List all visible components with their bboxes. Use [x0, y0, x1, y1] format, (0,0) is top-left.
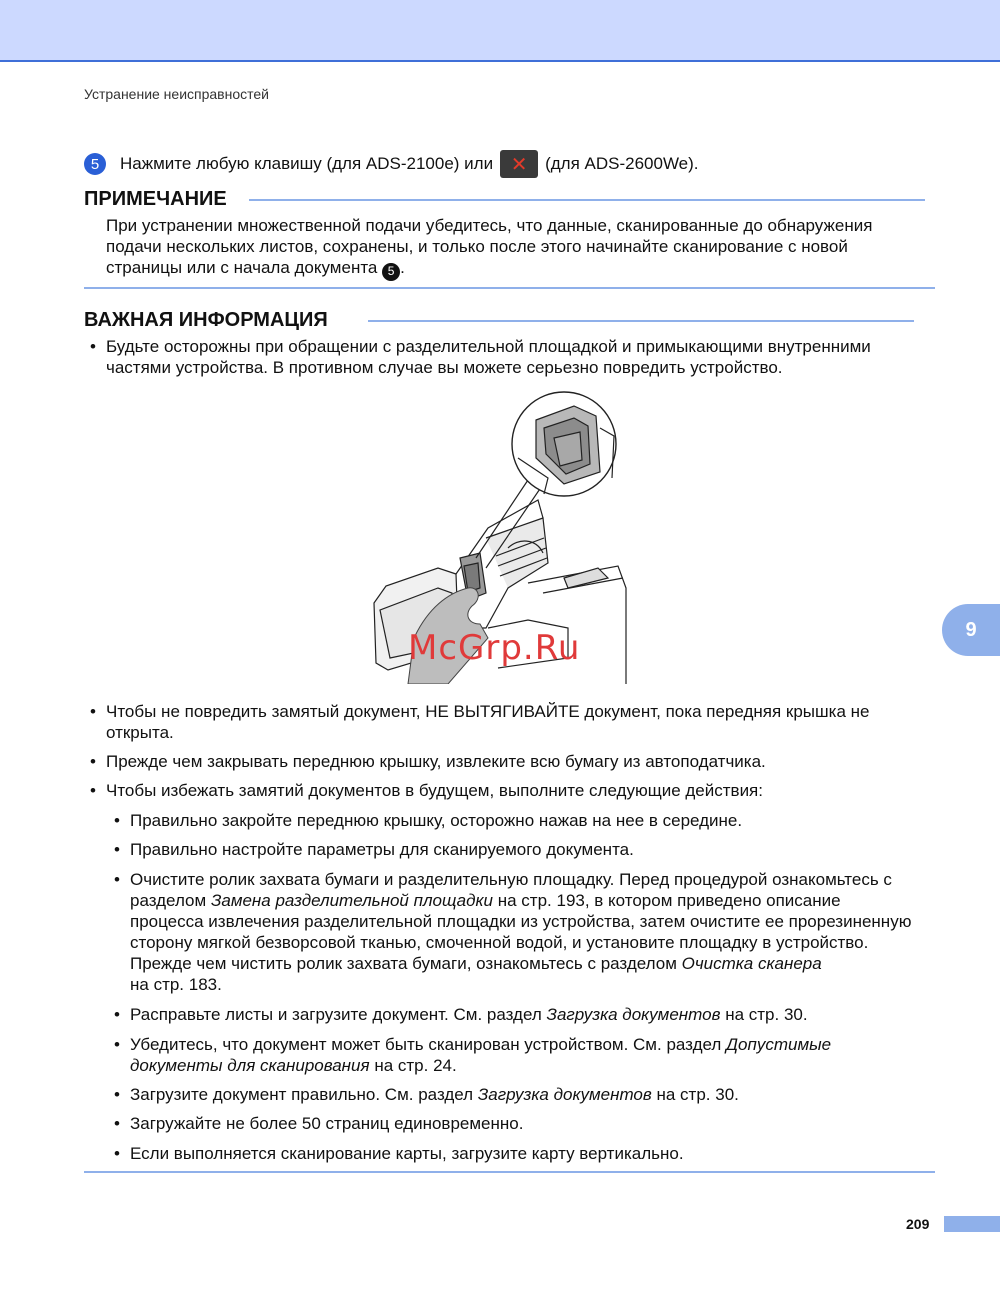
- chapter-tab: 9: [942, 604, 1000, 656]
- important-heading-row: [84, 309, 914, 332]
- bullet-1: [90, 336, 871, 378]
- page-number-bar: [944, 1216, 1000, 1232]
- important-heading: ВАЖНАЯ ИНФОРМАЦИЯ: [84, 309, 328, 331]
- bullet-dot: •: [114, 1085, 120, 1104]
- sub-bullet-2: [114, 839, 634, 860]
- x-cancel-key-icon: ✕: [500, 150, 538, 178]
- note-body: [106, 215, 872, 281]
- watermark-text: McGrp.Ru: [408, 628, 581, 668]
- sub-bullet-7: [114, 1113, 524, 1134]
- link-ref-acceptable: Допустимые: [726, 1035, 832, 1054]
- link-ref-acceptable-cont: документы для сканирования: [130, 1056, 370, 1075]
- running-header: Устранение неисправностей: [84, 86, 269, 102]
- sub-bullet-4-line: [130, 1004, 808, 1025]
- note-line-3-end: .: [400, 258, 405, 277]
- text: Загрузите документ правильно. См. раздел: [130, 1085, 474, 1104]
- text: Расправьте листы и загрузите документ. См. раздел: [130, 1005, 542, 1024]
- text: разделом: [130, 891, 207, 910]
- sub-bullet-5-line-1: [130, 1034, 831, 1055]
- bullet-2-line-2: открыта.: [106, 723, 174, 742]
- link-ref-loading: Загрузка документов: [477, 1085, 652, 1104]
- bullet-dot: •: [114, 1114, 120, 1133]
- bullet-dot: •: [114, 870, 120, 889]
- bullet-1-line-2: частями устройства. В противном случае вы можете серьезно повредить устройство.: [106, 358, 783, 377]
- bullet-dot: •: [114, 1144, 120, 1163]
- bullet-2: [90, 701, 870, 743]
- sub-bullet-3-line-6: на стр. 183.: [130, 975, 222, 994]
- step-number-badge: 5: [84, 153, 106, 175]
- bullet-2-line-1: Чтобы не повредить замятый документ, НЕ ВЫТЯГИВАЙТЕ документ, пока передняя крышка не: [106, 702, 870, 721]
- note-heading-row: [84, 188, 925, 211]
- sub-bullet-8: [114, 1143, 684, 1164]
- sub-bullet-4: [114, 1004, 808, 1025]
- bullet-3-line: Прежде чем закрывать переднюю крышку, извлеките всю бумагу из автоподатчика.: [106, 752, 766, 771]
- link-ref-cleaning: Очистка сканера: [681, 954, 822, 973]
- sub-bullet-5-line-2: [130, 1055, 831, 1076]
- sub-bullet-6-line: [130, 1084, 739, 1105]
- text: на стр. 30.: [725, 1005, 808, 1024]
- bullet-4: [90, 780, 763, 801]
- note-separator: [84, 287, 935, 289]
- sub-bullet-6: [114, 1084, 739, 1105]
- sub-bullet-8-line: Если выполняется сканирование карты, загрузите карту вертикально.: [130, 1144, 684, 1163]
- sub-bullet-3-line-5: [130, 953, 911, 974]
- sub-bullet-5: [114, 1034, 832, 1076]
- sub-bullet-2-line: Правильно настройте параметры для сканируемого документа.: [130, 840, 634, 859]
- bullet-dot: •: [114, 840, 120, 859]
- bullet-3: [90, 751, 766, 772]
- sub-bullet-3-line-3: процесса извлечения разделительной площадки из устройства, затем очистите ее прорезиненную: [130, 912, 912, 931]
- link-ref-loading: Загрузка документов: [546, 1005, 721, 1024]
- text: на стр. 193, в котором приведено описание: [497, 891, 841, 910]
- link-ref-separation-pad: Замена разделительной площадки: [210, 891, 493, 910]
- bullet-dot: •: [90, 702, 96, 721]
- bullet-dot: •: [114, 1005, 120, 1024]
- note-line-1: При устранении множественной подачи убедитесь, что данные, сканированные до обнаружения: [106, 216, 873, 235]
- important-separator: [84, 1171, 935, 1173]
- text: на стр. 30.: [656, 1085, 739, 1104]
- bullet-dot: •: [114, 811, 120, 830]
- sub-bullet-1: [114, 810, 743, 831]
- sub-bullet-3-line-2: [130, 890, 911, 911]
- sub-bullet-1-line: Правильно закройте переднюю крышку, осторожно нажав на нее в середине.: [130, 811, 743, 830]
- note-line-3: [106, 257, 872, 281]
- note-heading: ПРИМЕЧАНИЕ: [84, 188, 227, 210]
- sub-bullet-3-line-1: Очистите ролик захвата бумаги и разделительную площадку. Перед процедурой ознакомьтесь с: [130, 870, 892, 889]
- sub-bullet-3: [114, 869, 912, 995]
- text: Прежде чем чистить ролик захвата бумаги, ознакомьтесь с разделом: [130, 954, 677, 973]
- note-line-2: подачи нескольких листов, сохранены, и только после этого начинайте сканирование с новой: [106, 237, 848, 256]
- text: на стр. 24.: [374, 1056, 457, 1075]
- sub-bullet-3-line-4: сторону мягкой безворсовой тканью, смоченной водой, и установите площадку в устройство.: [130, 933, 869, 952]
- sub-bullet-7-line: Загружайте не более 50 страниц единовременно.: [130, 1114, 524, 1133]
- bullet-4-line: Чтобы избежать замятий документов в будущем, выполните следующие действия:: [106, 781, 763, 800]
- bullet-dot: •: [90, 752, 96, 771]
- step-5: [84, 150, 699, 178]
- bullet-dot: •: [90, 781, 96, 800]
- step-ref-badge: 5: [382, 263, 400, 281]
- note-line-3-text: страницы или с начала документа: [106, 258, 378, 277]
- text: Убедитесь, что документ может быть сканирован устройством. См. раздел: [130, 1035, 722, 1054]
- important-heading-rule: [368, 320, 914, 322]
- step-text-after: (для ADS-2600We).: [545, 154, 699, 173]
- bullet-dot: •: [114, 1035, 120, 1054]
- bullet-dot: •: [90, 337, 96, 356]
- note-heading-rule: [249, 199, 925, 201]
- top-header-band: [0, 0, 1000, 62]
- page-number: 209: [906, 1216, 930, 1232]
- bullet-1-line-1: Будьте осторожны при обращении с разделительной площадкой и примыкающими внутренними: [106, 337, 871, 356]
- step-text-before: Нажмите любую клавишу (для ADS-2100e) или: [120, 154, 494, 173]
